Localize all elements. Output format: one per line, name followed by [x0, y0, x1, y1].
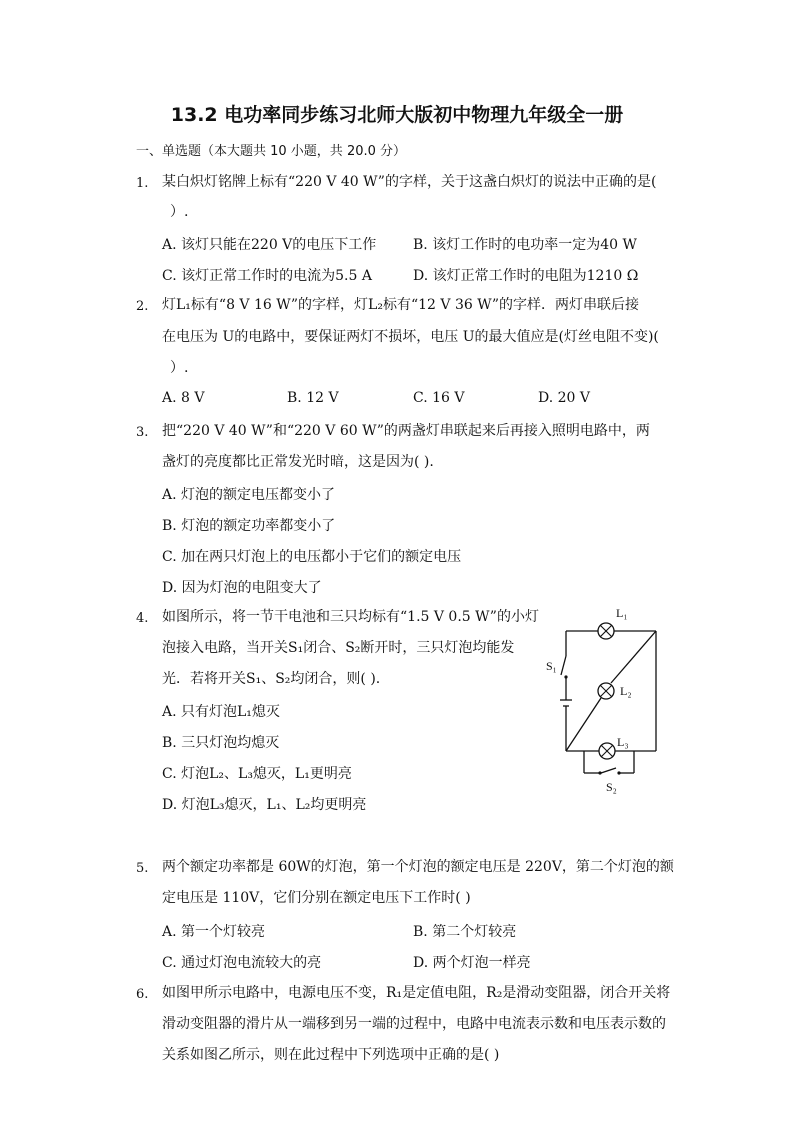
option-b[interactable]: B. 三只灯泡均熄灭	[162, 735, 280, 751]
switch-contact-icon	[617, 771, 620, 774]
option-c[interactable]: C. 该灯正常工作时的电流为5.5 A	[162, 268, 372, 284]
lamp-icon	[598, 623, 614, 639]
option-c[interactable]: C. 灯泡L₂、L₃熄灭，L₁更明亮	[162, 766, 352, 782]
switch-contact-icon	[598, 771, 601, 774]
question-text: 两个额定功率都是 60W的灯泡，第一个灯泡的额定电压是 220V，第二个灯泡的额	[162, 859, 674, 875]
page-title: 13.2 电功率同步练习北师大版初中物理九年级全一册	[170, 104, 624, 126]
question-text: 灯L₁标有“8 V 16 W”的字样，灯L₂标有“12 V 36 W”的字样．两灯串联后接	[162, 297, 640, 313]
question-text: 在电压为 U的电路中，要保证两灯不损坏，电压 U的最大值应是(灯丝电阻不变)(	[162, 329, 659, 345]
question-number: 4.	[136, 611, 149, 626]
question-text: 某白炽灯铭牌上标有“220 V 40 W”的字样，关于这盏白炽灯的说法中正确的是(	[162, 174, 657, 190]
question-text: 盏灯的亮度都比正常发光时暗，这是因为( ).	[162, 454, 434, 470]
option-a[interactable]: A. 该灯只能在220 V的电压下工作	[162, 237, 377, 253]
option-d[interactable]: D. 20 V	[538, 390, 591, 406]
lamp-icon	[598, 683, 614, 699]
question-text: 如图所示，将一节干电池和三只均标有“1.5 V 0.5 W”的小灯	[162, 609, 539, 625]
question-text: 泡接入电路，当开关S₁闭合、S₂断开时，三只灯泡均能发	[162, 640, 515, 656]
question-text: 滑动变阻器的滑片从一端移到另一端的过程中，电路中电流表示数和电压表示数的	[162, 1016, 666, 1032]
option-b[interactable]: B. 第二个灯较亮	[413, 924, 517, 940]
label-l2: L₂	[620, 684, 632, 698]
question-text: ）.	[170, 204, 189, 220]
label-s1: S₁	[546, 659, 557, 673]
question-text: ）.	[170, 360, 189, 376]
label-l3: L₃	[617, 735, 629, 749]
option-a[interactable]: A. 8 V	[162, 390, 205, 406]
option-b[interactable]: B. 12 V	[287, 390, 339, 406]
question-number: 3.	[136, 425, 149, 440]
question-text: 把“220 V 40 W”和“220 V 60 W”的两盏灯串联起来后再接入照明电路中，两	[162, 423, 650, 439]
question-number: 2.	[136, 299, 149, 314]
option-a[interactable]: A. 第一个灯较亮	[162, 924, 266, 940]
switch-contact-icon	[564, 675, 567, 678]
section-heading: 一、单选题（本大题共 10 小题，共 20.0 分）	[136, 144, 407, 159]
label-l1: L₁	[616, 606, 628, 620]
question-text: 关系如图乙所示，则在此过程中下列选项中正确的是( )	[162, 1047, 500, 1063]
question-number: 6.	[136, 987, 149, 1002]
option-d[interactable]: D. 两个灯泡一样亮	[413, 955, 531, 971]
question-text: 定电压是 110V，它们分别在额定电压下工作时( )	[162, 890, 471, 906]
option-a[interactable]: A. 灯泡的额定电压都变小了	[162, 487, 336, 503]
lamp-icon	[599, 743, 615, 759]
option-d[interactable]: D. 灯泡L₃熄灭，L₁、L₂均更明亮	[162, 797, 367, 813]
label-s2: S₂	[606, 780, 617, 794]
question-text: 光．若将开关S₁、S₂均闭合，则( ).	[162, 671, 381, 687]
option-d[interactable]: D. 该灯正常工作时的电阻为1210 Ω	[413, 268, 639, 284]
option-b[interactable]: B. 灯泡的额定功率都变小了	[162, 518, 336, 534]
circuit-diagram	[540, 600, 670, 796]
option-d[interactable]: D. 因为灯泡的电阻变大了	[162, 580, 322, 596]
question-number: 1.	[136, 176, 149, 191]
option-b[interactable]: B. 该灯工作时的电功率一定为40 W	[413, 237, 637, 253]
option-c[interactable]: C. 通过灯泡电流较大的亮	[162, 955, 322, 971]
option-a[interactable]: A. 只有灯泡L₁熄灭	[162, 704, 280, 720]
option-c[interactable]: C. 16 V	[413, 390, 465, 406]
option-c[interactable]: C. 加在两只灯泡上的电压都小于它们的额定电压	[162, 549, 462, 565]
question-text: 如图甲所示电路中，电源电压不变，R₁是定值电阻，R₂是滑动变阻器，闭合开关将	[162, 985, 671, 1001]
question-number: 5.	[136, 861, 149, 876]
